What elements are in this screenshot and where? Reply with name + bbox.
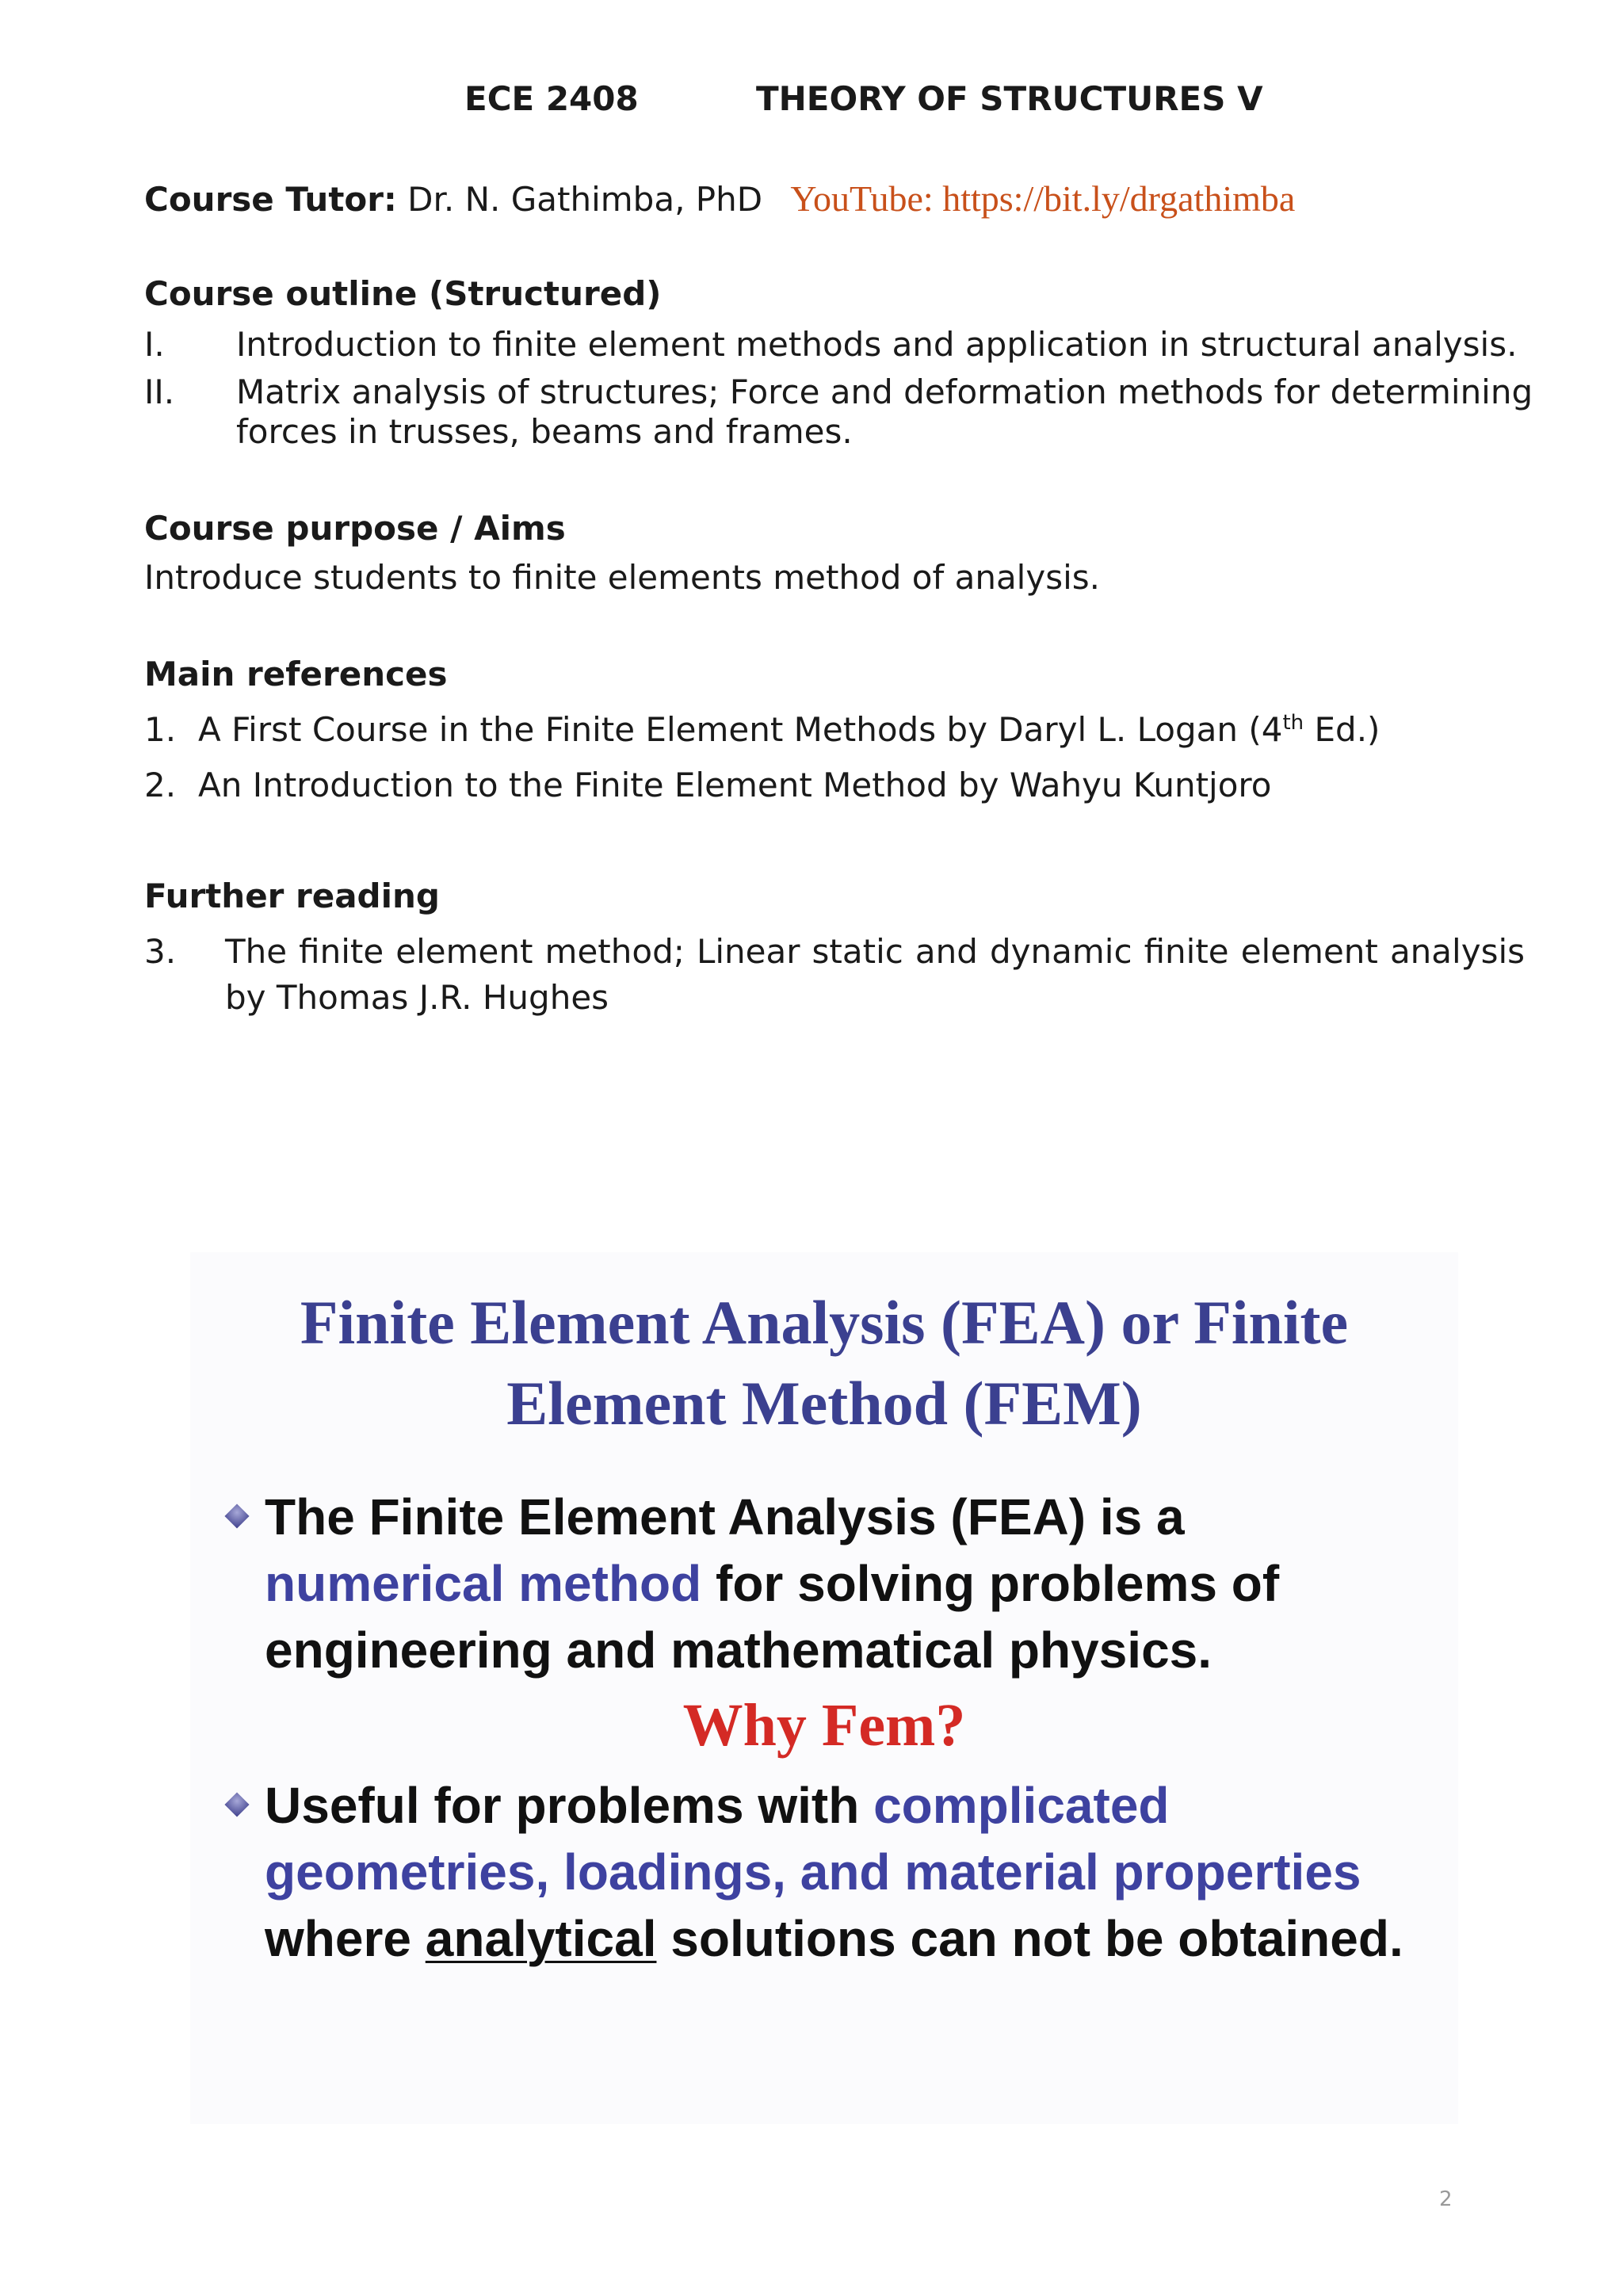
tutor-name: Dr. N. Gathimba, PhD	[407, 180, 763, 219]
reference-number: 1.	[144, 710, 177, 749]
outline-item-text: Introduction to finite element methods and application in structural analysis.	[236, 325, 1518, 364]
outline-item-number: II.	[144, 372, 175, 411]
diamond-bullet-icon	[224, 1792, 249, 1817]
slide-bullet	[265, 1772, 1453, 1972]
bullet-text: Useful for problems with	[265, 1777, 874, 1834]
reference-item	[144, 766, 1271, 804]
bullet-text: for solving problems of engineering and mathematical physics.	[265, 1555, 1280, 1679]
tutor-label: Course Tutor:	[144, 180, 397, 219]
bullet-text: The Finite Element Analysis (FEA) is a	[265, 1488, 1185, 1545]
bullet-text: where	[265, 1910, 426, 1967]
bullet-text: solutions can not be obtained.	[656, 1910, 1403, 1967]
further-item-text: The finite element method; Linear static and dynamic finite element analysis by Thomas J.R. Hughes	[225, 932, 1525, 1017]
why-fem-heading: Why Fem?	[682, 1692, 966, 1759]
slide-bullet	[265, 1484, 1453, 1683]
highlight-text: numerical method	[265, 1555, 702, 1612]
reference-item	[144, 710, 1380, 749]
purpose-text: Introduce students to finite elements method of analysis.	[144, 558, 1100, 597]
youtube-link[interactable]: YouTube: https://bit.ly/drgathimba	[790, 178, 1296, 219]
purpose-heading: Course purpose / Aims	[144, 509, 566, 548]
course-title: THEORY OF STRUCTURES V	[756, 79, 1263, 118]
reference-text: A First Course in the Finite Element Methods by Daryl L. Logan (4	[198, 710, 1283, 749]
further-item-number: 3.	[144, 932, 177, 971]
outline-heading: Course outline (Structured)	[144, 274, 662, 313]
underlined-text: analytical	[425, 1910, 657, 1967]
slide-title-line: Finite Element Analysis (FEA) or Finite	[300, 1288, 1349, 1357]
slide-title	[190, 1282, 1458, 1444]
reference-number: 2.	[144, 766, 177, 804]
embedded-slide-image	[190, 1252, 1458, 2124]
diamond-bullet-icon	[224, 1503, 249, 1528]
slide-title-line: Element Method (FEM)	[506, 1369, 1142, 1438]
further-reading-heading: Further reading	[144, 877, 440, 915]
course-tutor-line	[144, 178, 1295, 220]
reference-text: An Introduction to the Finite Element Method by Wahyu Kuntjoro	[198, 766, 1272, 804]
reference-superscript: th	[1282, 711, 1304, 735]
page-number: 2	[1439, 2187, 1453, 2211]
highlight-text: complicated geometries, loadings, and material properties	[265, 1777, 1361, 1901]
course-code: ECE 2408	[464, 79, 639, 118]
outline-item-number: I.	[144, 325, 165, 364]
references-heading: Main references	[144, 655, 448, 693]
outline-item-text: Matrix analysis of structures; Force and deformation methods for determining forces in trusses, beams and frames.	[236, 372, 1533, 451]
reference-text-end: Ed.)	[1304, 710, 1381, 749]
